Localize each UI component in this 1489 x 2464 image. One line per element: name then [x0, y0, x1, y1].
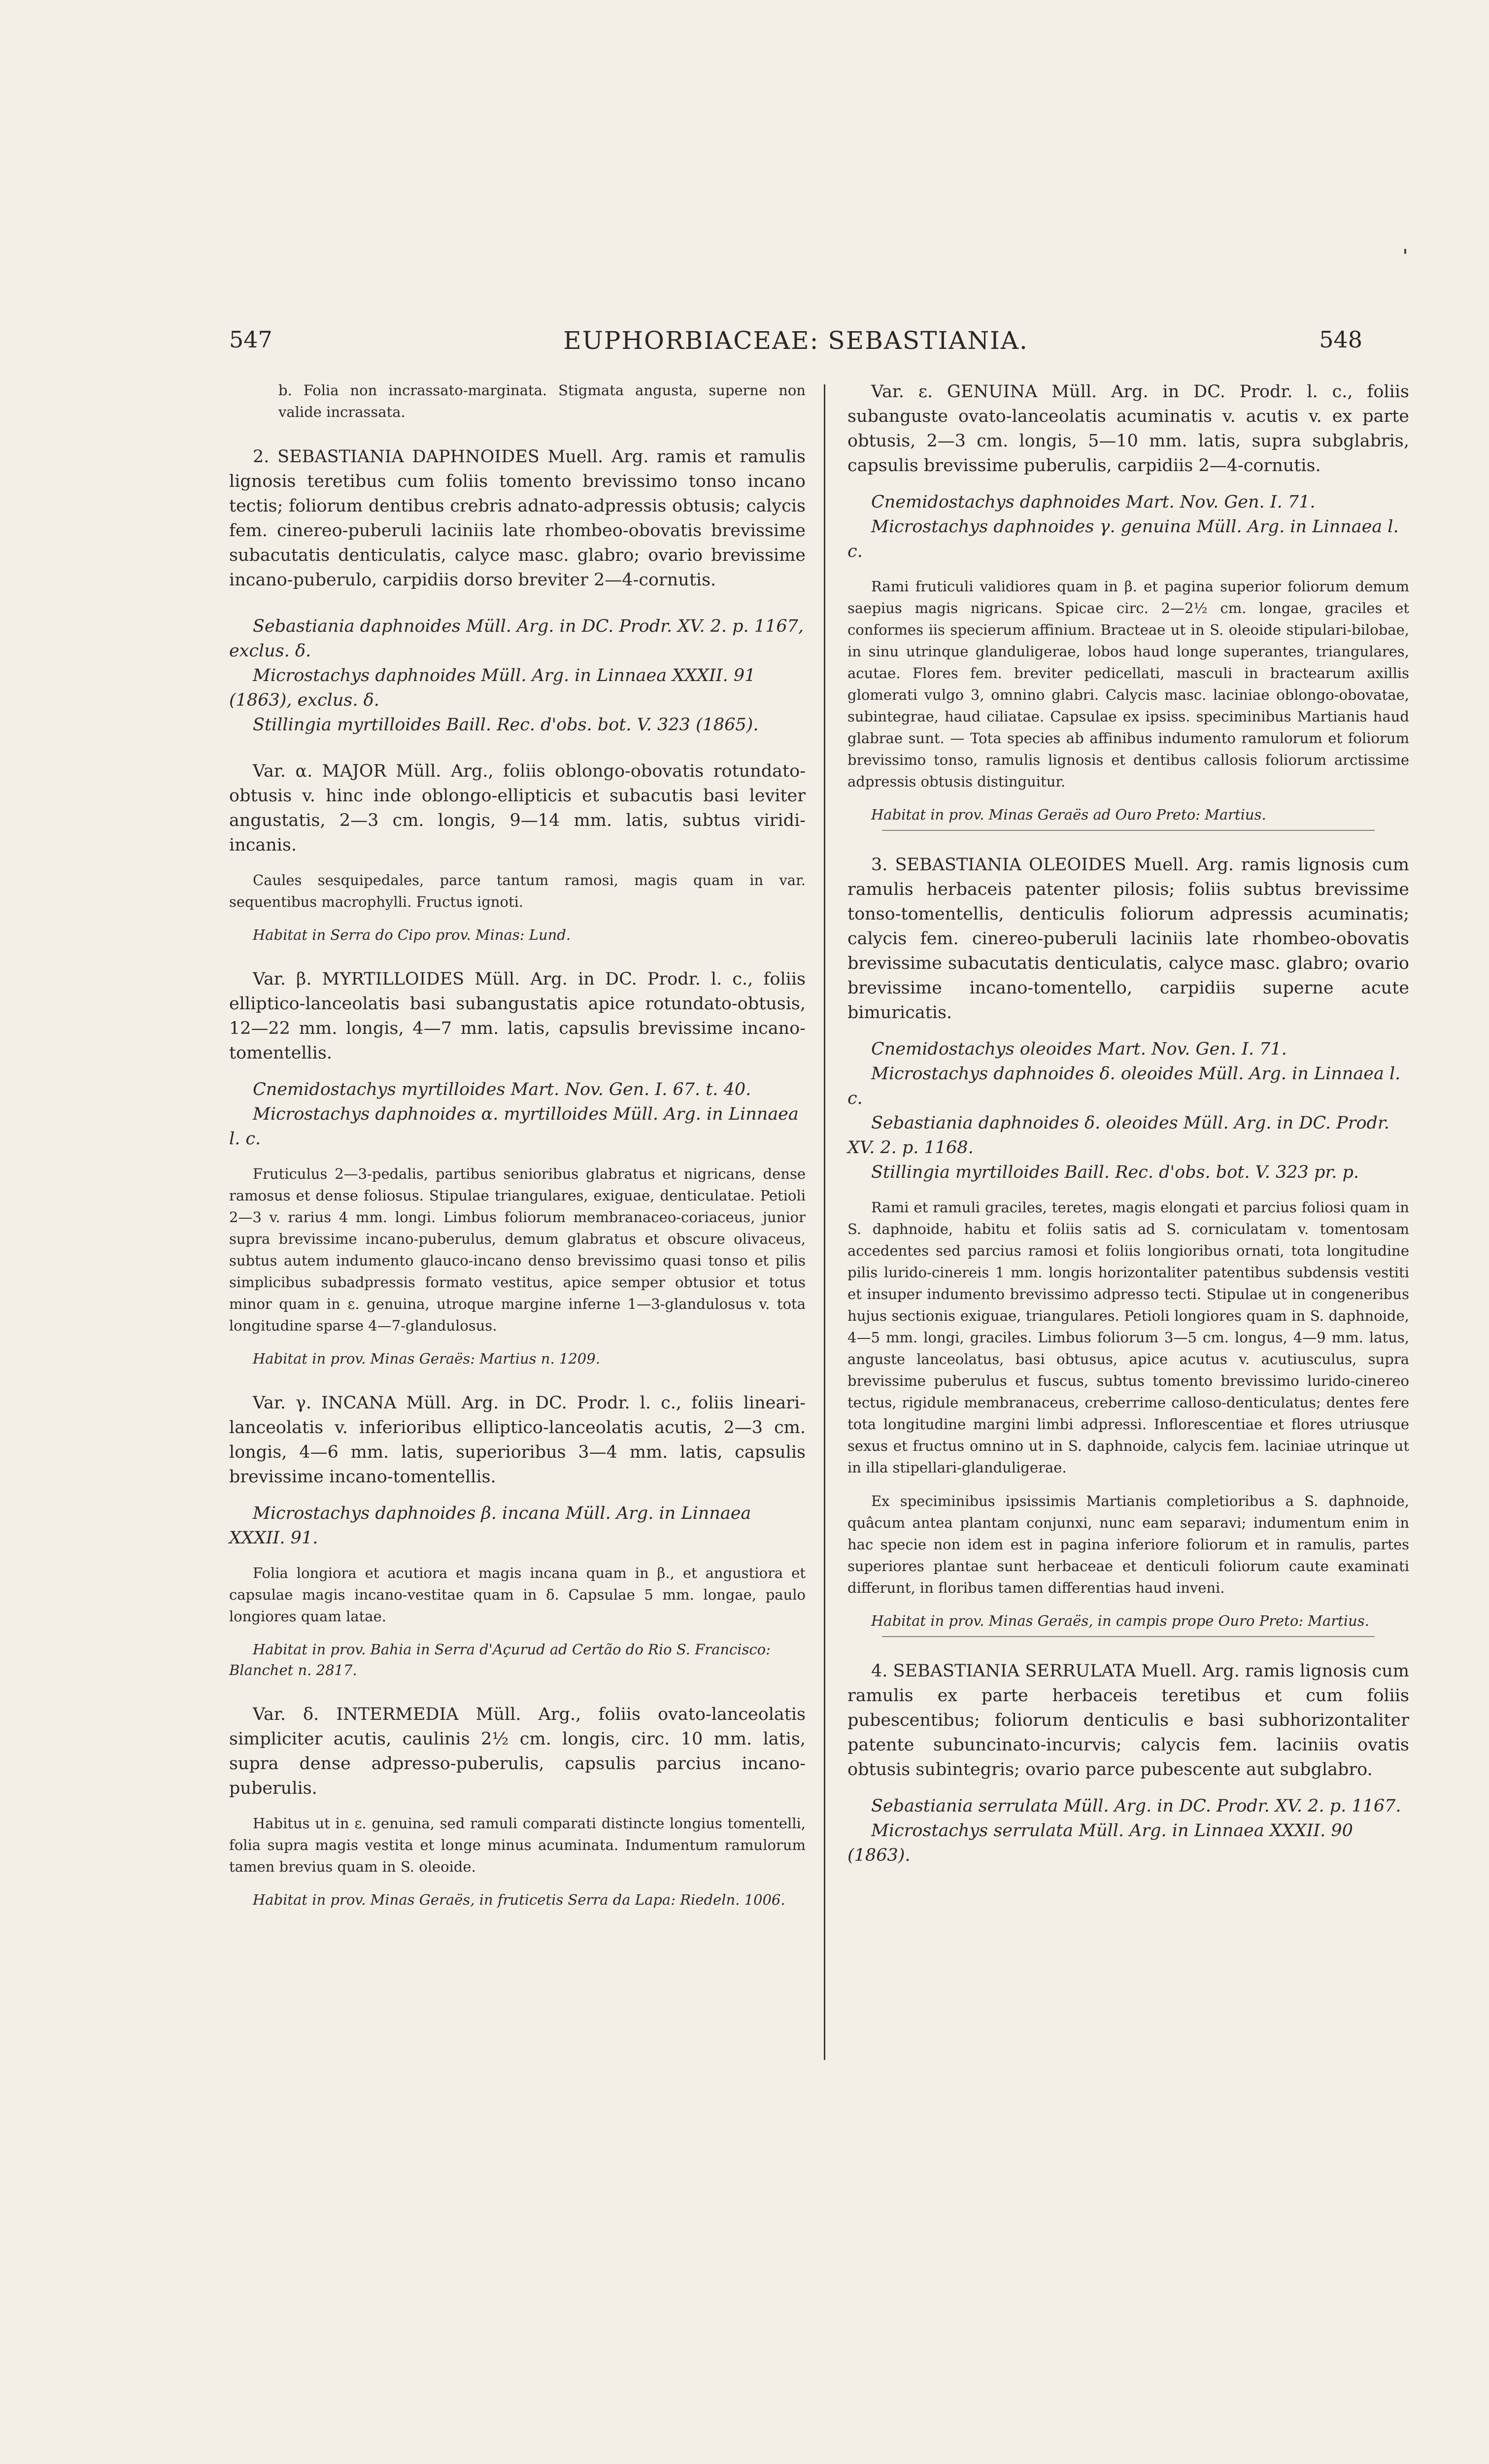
habitat: Habitat in prov. Minas Geraës, in campis prope Ouro Preto: Martius. [871, 1612, 1369, 1629]
synonym: Microstachys daphnoides β. incana Müll. Arg. in Linnaea XXXII. 91. [229, 1504, 751, 1548]
habitat: Habitat in prov. Minas Geraës: Martius n. 1209. [253, 1350, 600, 1367]
species-3-description: 3. SEBASTIANIA OLEOIDES Muell. Arg. ramis lignosis cum ramulis herbaceis patenter pilosis; foliis subtus brevissime tonso-tomentellis, denticulis foliorum adpressis acuminatis; calycis fem. cinereo-puberuli laciniis late rhombeo-obovatis brevissime subacutatis denticulatis, calyce masc. glabro; ovario brevissime incano-tomentello, carpidiis superne acute bimuricatis. [847, 855, 1409, 1023]
synonym: Microstachys daphnoides Müll. Arg. in Linnaea XXXII. 91 (1863), exclus. δ. [229, 666, 756, 710]
synonym: Microstachys daphnoides δ. oleoides Müll. Arg. in Linnaea l. c. [847, 1064, 1401, 1108]
habitat: Habitat in prov. Minas Geraës, in fruticetis Serra da Lapa: Riedeln. 1006. [253, 1891, 785, 1908]
note: Rami fruticuli validiores quam in β. et pagina superior foliorum demum saepius magis nigricans. Spicae circ. 2—2½ cm. longae, graciles et conformes iis specierum affinium. Bracteae ut in S. oleoide stipulari-bilobae, in sinu utrinque glanduligerae, lobos haud longe superantes, triangulares, acutae. Flores fem. breviter pedicellati, masculi in bractearum axillis glomerati vulgo 3, omnino glabri. Calycis masc. laciniae oblongo-obovatae, subintegrae, haud ciliatae. Capsulae ex ipsiss. speciminibus Martianis haud glabrae sunt. — Tota species ab affinibus indumento ramulorum et foliorum brevissimo tonso, ramulis lignosis et dentibus callosis foliorum arctissime adpressis obtusis distinguitur. [847, 578, 1409, 790]
habitat: Habitat in Serra do Cipo prov. Minas: Lund. [253, 926, 571, 943]
synonym: Cnemidostachys myrtilloides Mart. Nov. Gen. I. 67. t. 40. [253, 1080, 751, 1099]
column-divider [824, 384, 825, 2060]
margin-mark [1404, 249, 1406, 254]
habitat: Habitat in prov. Bahia in Serra d'Açurud ad Certão do Rio S. Francisco: Blanchet n. 2817. [229, 1641, 771, 1678]
species-2-description: 2. SEBASTIANIA DAPHNOIDES Muell. Arg. ramis et ramulis lignosis teretibus cum foliis tomento brevissimo tonso incano tectis; foliorum dentibus crebris adnato-adpressis obtusis; calycis fem. cinereo-puberuli laciniis late rhombeo-obovatis brevissime subacutatis denticulatis, calyce masc. glabro; ovario brevissime incano-puberulo, carpidiis dorso breviter 2—4-cornutis. [229, 447, 806, 590]
note: Fruticulus 2—3-pedalis, partibus senioribus glabratus et nigricans, dense ramosus et dense foliosus. Stipulae triangulares, exiguae, denticulatae. Petioli 2—3 v. rarius 4 mm. longi. Limbus foliorum membranaceo-coriaceus, junior supra brevissime incano-puberulus, demum glabratus et obscure olivaceus, subtus autem indumento glauco-incano denso brevissimo quasi tonso et pilis simplicibus subadpressis formato vestitus, apice semper obtusior et totus minor quam in ε. genuina, utroque margine inferne 1—3-glandulosus v. tota longitudine sparse 4—7-glandulosus. [229, 1165, 806, 1334]
synonym: Sebastiania serrulata Müll. Arg. in DC. Prodr. XV. 2. p. 1167. [871, 1796, 1401, 1816]
note: Habitus ut in ε. genuina, sed ramuli comparati distincte longius tomentelli, folia supra magis vestita et longe minus acuminata. Indumentum ramulorum tamen brevius quam in S. oleoide. [229, 1815, 806, 1875]
running-title: EUPHORBIACEAE: SEBASTIANIA. [563, 326, 1028, 355]
species-4-description: 4. SEBASTIANIA SERRULATA Muell. Arg. ramis lignosis cum ramulis ex parte herbaceis teretibus et cum foliis pubescentibus; foliorum denticulis e basi subhorizontaliter patente subuncinato-incurvis; calycis fem. laciniis ovatis obtusis subintegris; ovario parce pubescente aut subglabro. [847, 1661, 1409, 1780]
variety-alpha: Var. α. MAJOR Müll. Arg., foliis oblongo-obovatis rotundato-obtusis v. hinc inde oblongo-ellipticis et subacutis basi leviter angustatis, 2—3 cm. longis, 9—14 mm. latis, subtus viridi-incanis. [229, 761, 806, 855]
synonym: Microstachys serrulata Müll. Arg. in Linnaea XXXII. 90 (1863). [847, 1821, 1353, 1865]
variety-epsilon: Var. ε. GENUINA Müll. Arg. in DC. Prodr. l. c., foliis subanguste ovato-lanceolatis acuminatis v. acutis v. ex parte obtusis, 2—3 cm. longis, 5—10 mm. latis, supra subglabris, capsulis brevissime puberulis, carpidiis 2—4-cornutis. [847, 382, 1409, 476]
synonym: Stillingia myrtilloides Baill. Rec. d'obs. bot. V. 323 (1865). [253, 715, 759, 735]
left-column [229, 379, 806, 1910]
page-number-right: 548 [1319, 326, 1362, 353]
synonym: Cnemidostachys daphnoides Mart. Nov. Gen. I. 71. [871, 492, 1316, 512]
variety-gamma: Var. γ. INCANA Müll. Arg. in DC. Prodr. l. c., foliis lineari-lanceolatis v. inferioribus elliptico-lanceolatis acutis, 2—3 cm. longis, 4—6 mm. latis, superioribus 3—4 mm. latis, capsulis brevissime incano-tomentellis. [229, 1393, 806, 1487]
synonym: Cnemidostachys oleoides Mart. Nov. Gen. I. 71. [871, 1039, 1287, 1059]
variety-beta: Var. β. MYRTILLOIDES Müll. Arg. in DC. Prodr. l. c., foliis elliptico-lanceolatis basi subangustatis apice rotundato-obtusis, 12—22 mm. longis, 4—7 mm. latis, capsulis brevissime incano-tomentellis. [229, 969, 806, 1063]
right-column [847, 379, 1409, 1868]
page-header [229, 326, 1362, 366]
note: Caules sesquipedales, parce tantum ramosi, magis quam in var. sequentibus macrophylli. Fructus ignoti. [229, 872, 806, 910]
synonym: Microstachys daphnoides α. myrtilloides Müll. Arg. in Linnaea l. c. [229, 1104, 799, 1149]
synonym: Stillingia myrtilloides Baill. Rec. d'obs. bot. V. 323 pr. p. [871, 1163, 1359, 1182]
variety-delta: Var. δ. INTERMEDIA Müll. Arg., foliis ovato-lanceolatis simpliciter acutis, caulinis 2½ cm. longis, circ. 10 mm. latis, supra dense adpresso-puberulis, capsulis parcius incano-puberulis. [229, 1705, 806, 1798]
note: Ex speciminibus ipsissimis Martianis completioribus a S. daphnoide, quâcum antea plantam conjunxi, nunc eam separavi; indumentum enim in hac specie non idem est in pagina inferiore foliorum et in ramulis, partes superiores plantae sunt herbaceae et denticuli foliorum caute examinati differunt, in floribus tamen differentias haud inveni. [847, 1493, 1409, 1596]
note: Folia longiora et acutiora et magis incana quam in β., et angustiora et capsulae magis incano-vestitae quam in δ. Capsulae 5 mm. longae, paulo longiores quam latae. [229, 1565, 806, 1625]
page-number-left: 547 [229, 326, 272, 353]
key-note: b. Folia non incrassato-marginata. Stigmata angusta, superne non valide incrassata. [278, 382, 806, 420]
synonym: Sebastiania daphnoides Müll. Arg. in DC. Prodr. XV. 2. p. 1167, exclus. δ. [229, 616, 804, 661]
habitat: Habitat in prov. Minas Geraës ad Ouro Preto: Martius. [871, 806, 1266, 823]
synonym: Microstachys daphnoides γ. genuina Müll. Arg. in Linnaea l. c. [847, 517, 1399, 561]
note: Rami et ramuli graciles, teretes, magis elongati et parcius foliosi quam in S. daphnoide, habitu et foliis satis ad S. corniculatam v. tomentosam accedentes sed parcius ramosi et foliis longioribus ornati, tota longitudine pilis lurido-cinereis 1 mm. longis horizontaliter patentibus subdensis vestiti et insuper indumento brevissimo adpresso tecti. Stipulae ut in congeneribus hujus sectionis exiguae, triangulares. Petioli longiores quam in S. daphnoide, 4—5 mm. longi, graciles. Limbus foliorum 3—5 cm. longus, 4—9 mm. latus, anguste lanceolatus, basi obtusus, apice acutus v. acutiusculus, supra brevissime puberulus et fuscus, subtus tomento brevissimo lurido-cinereo tectus, rigidule membranaceus, creberrime calloso-denticulatus; dentes fere tota longitudine margini limbi adpressi. Inflorescentiae et flores utriusque sexus et fructus omnino ut in S. daphnoide, calycis fem. laciniae utrinque ut in illa stipellari-glanduligerae. [847, 1199, 1409, 1476]
synonym: Sebastiania daphnoides δ. oleoides Müll. Arg. in DC. Prodr. XV. 2. p. 1168. [847, 1113, 1389, 1158]
